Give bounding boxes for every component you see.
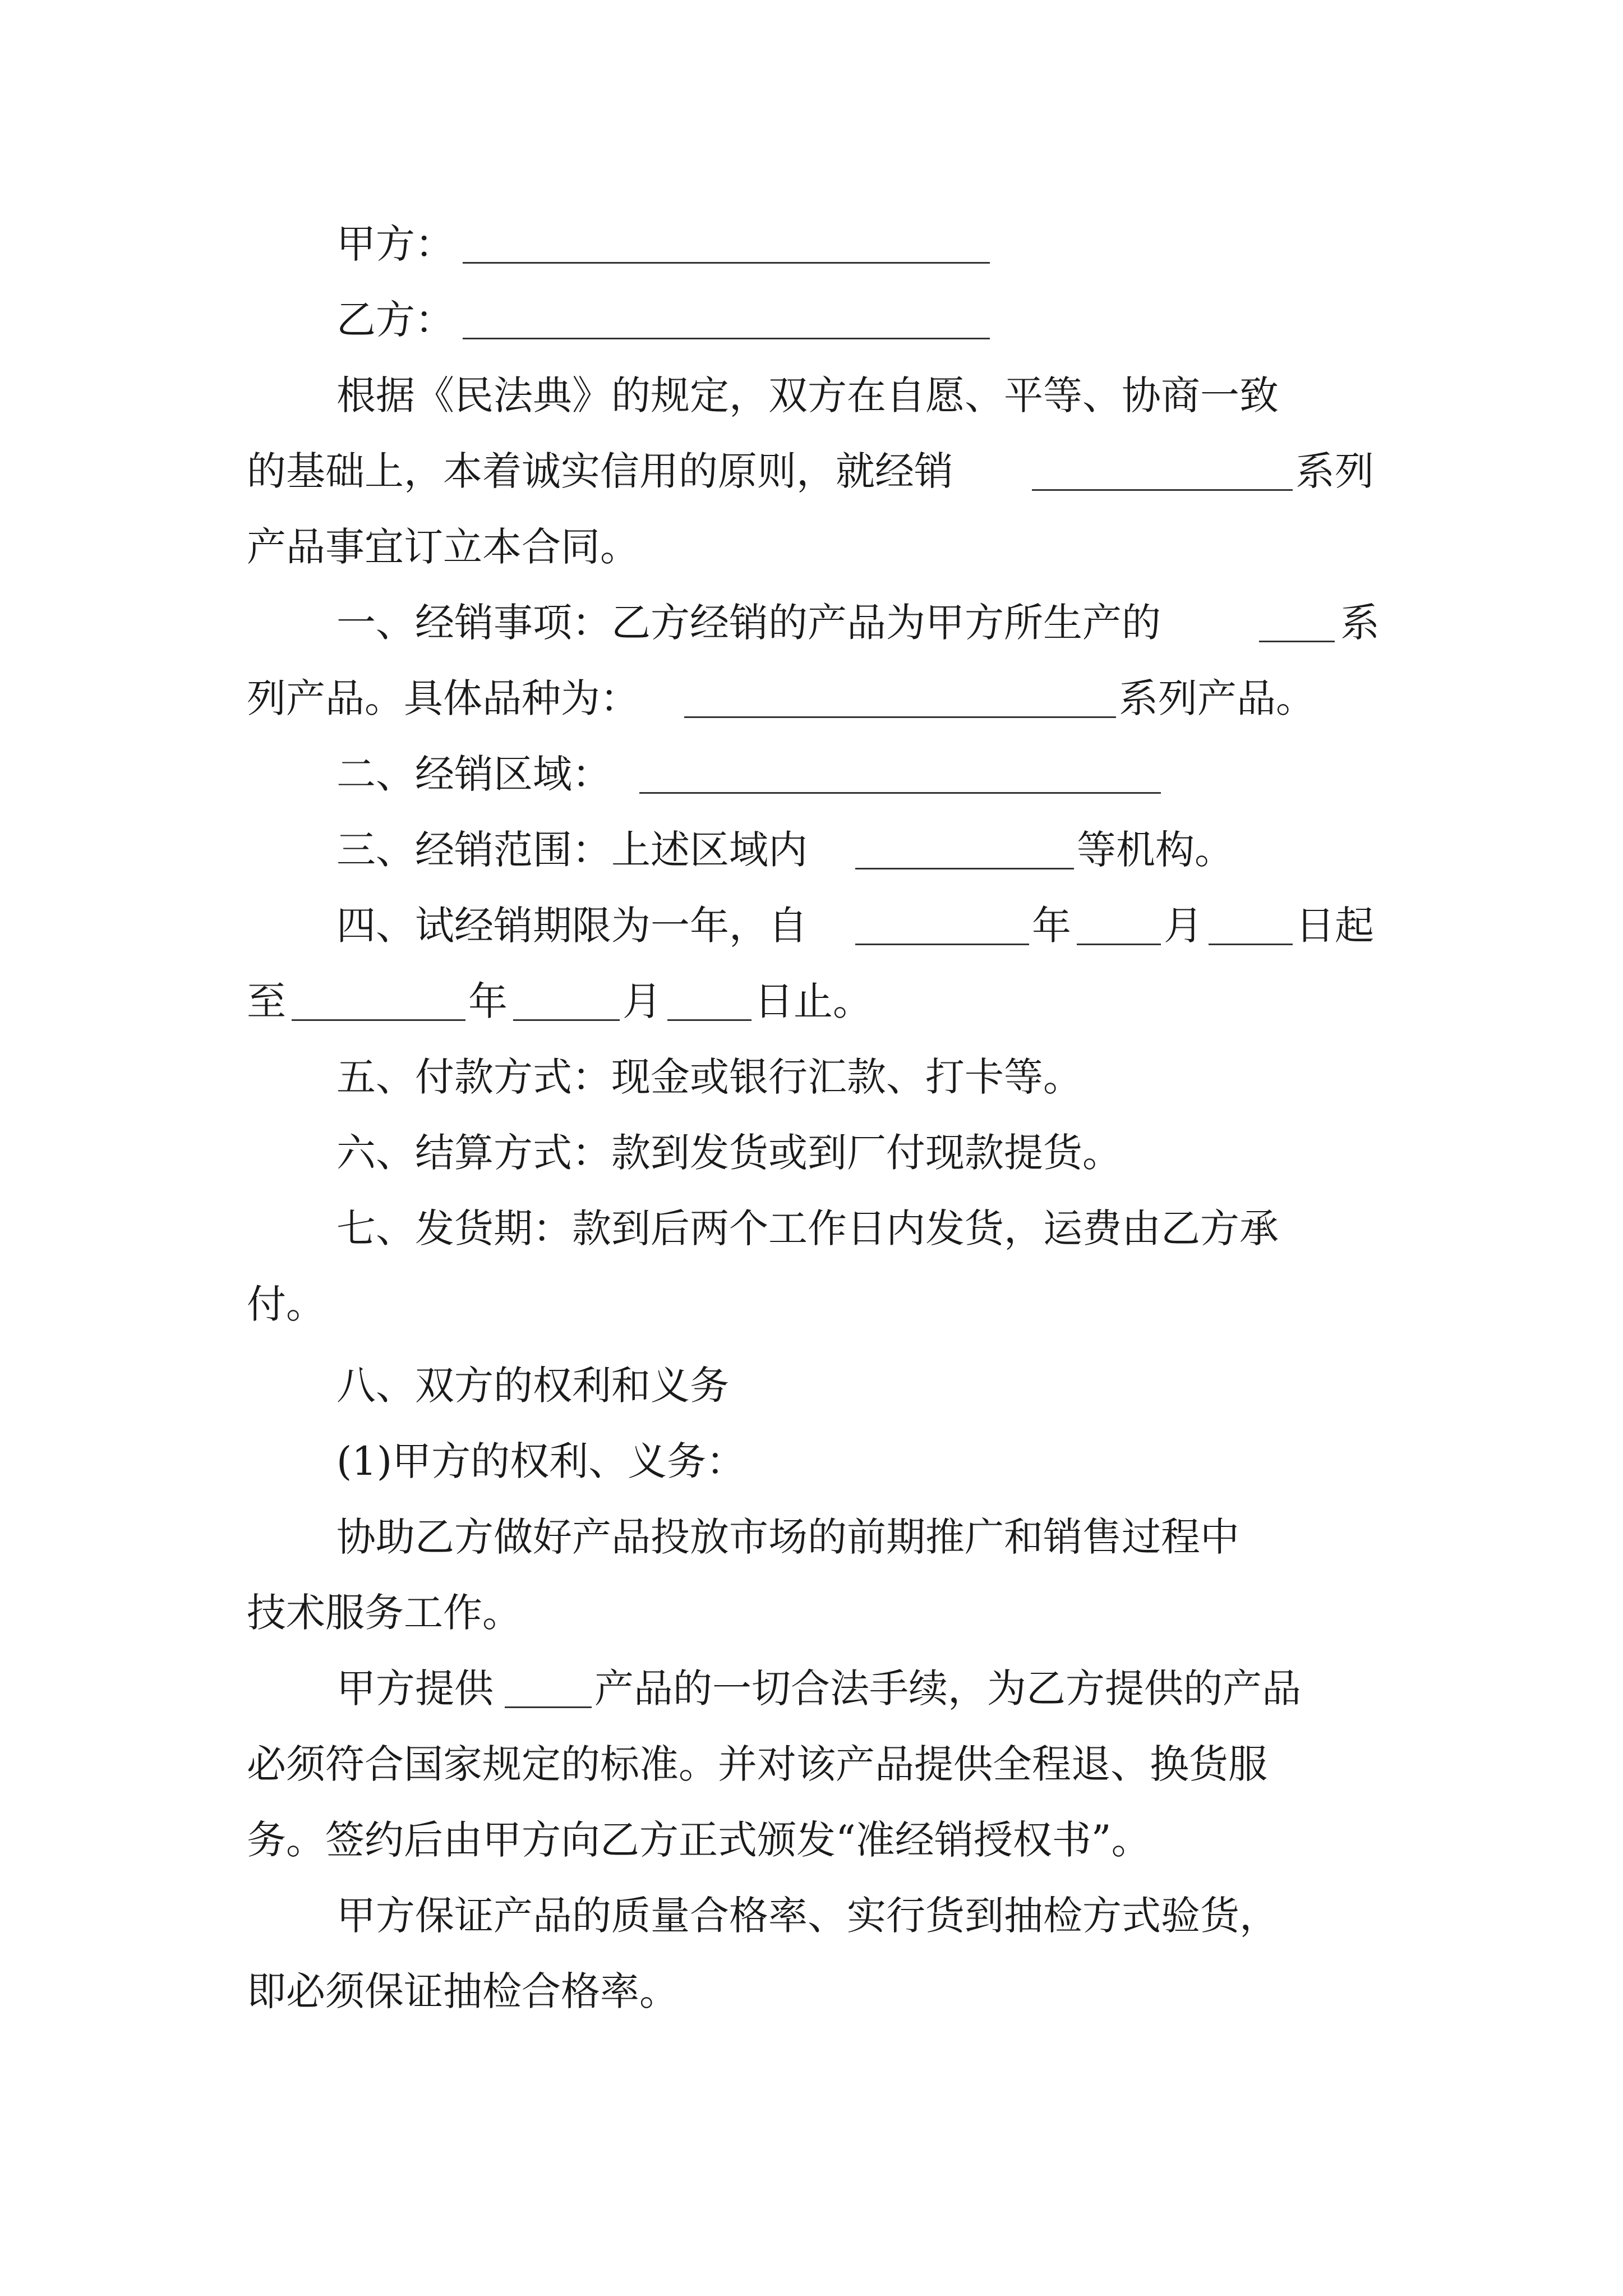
start-month-blank <box>1077 944 1161 945</box>
party-b-label: 乙方： <box>336 297 454 343</box>
clause-8-para2-text-1b: 产品的一切合法手续，为乙方提供的产品 <box>594 1665 1301 1711</box>
clause-3-text-a: 三、经销范围：上述区域内 <box>336 827 808 873</box>
product-series-blank <box>1259 641 1335 642</box>
clause-2-line <box>0 746 1623 802</box>
clause-8-para2-line-2 <box>0 1736 1623 1792</box>
start-year-blank <box>855 944 1029 945</box>
clause-4-month-1: 月 <box>1164 903 1203 949</box>
preamble-line-3 <box>0 519 1623 575</box>
clause-1-text-2b: 系列产品。 <box>1119 675 1315 721</box>
clause-7-text-2: 付。 <box>247 1281 325 1327</box>
clause-8-para1-text-2: 技术服务工作。 <box>247 1590 522 1636</box>
provided-product-blank <box>505 1706 592 1708</box>
end-day-blank <box>667 1019 751 1021</box>
clause-3-line <box>0 822 1623 878</box>
clause-4-day-2: 日止。 <box>754 978 872 1024</box>
clause-1-line-1 <box>0 595 1623 651</box>
clause-8-para2-text-3: 务。签约后由甲方向乙方正式颁发“准经销授权书”。 <box>247 1817 1151 1863</box>
clause-5-line <box>0 1049 1623 1105</box>
institution-blank <box>855 868 1074 869</box>
clause-8-para1-text-1: 协助乙方做好产品投放市场的前期推广和销售过程中 <box>336 1514 1239 1560</box>
clause-4-month-2: 月 <box>623 978 662 1024</box>
end-year-blank <box>292 1019 465 1021</box>
clause-8-sub1-line <box>0 1433 1623 1489</box>
start-day-blank <box>1209 944 1293 945</box>
preamble-text-2b: 系列 <box>1295 448 1374 494</box>
clause-4-day-1: 日起 <box>1295 903 1374 949</box>
clause-1-text-1b: 系 <box>1340 600 1380 646</box>
clause-6-text: 六、结算方式：款到发货或到厂付现款提货。 <box>336 1130 1122 1176</box>
clause-8-para3-text-2: 即必须保证抽检合格率。 <box>247 1968 679 2014</box>
clause-8-heading: 八、双方的权利和义务 <box>336 1363 729 1409</box>
party-b-blank <box>463 338 990 339</box>
clause-8-para2-line-3 <box>0 1812 1623 1868</box>
clause-8-heading-line <box>0 1358 1623 1414</box>
clause-1-text-1a: 一、经销事项：乙方经销的产品为甲方所生产的 <box>336 600 1161 646</box>
clause-7-line-2 <box>0 1276 1623 1332</box>
party-a-label: 甲方： <box>336 221 454 267</box>
clause-2-text: 二、经销区域： <box>336 751 611 797</box>
clause-7-line-1 <box>0 1200 1623 1257</box>
clause-8-sub1: (1)甲方的权利、义务： <box>336 1438 746 1484</box>
clause-1-text-2a: 列产品。具体品种为： <box>247 675 639 721</box>
clause-8-para2-text-2: 必须符合国家规定的标准。并对该产品提供全程退、换货服 <box>247 1741 1267 1787</box>
clause-3-text-b: 等机构。 <box>1077 827 1234 873</box>
preamble-text-3: 产品事宜订立本合同。 <box>247 524 639 570</box>
party-a-blank <box>463 262 990 264</box>
preamble-line-2 <box>0 443 1623 499</box>
clause-6-line <box>0 1125 1623 1181</box>
clause-4-text-1a: 四、试经销期限为一年，自 <box>336 903 808 949</box>
clause-4-year-2: 年 <box>468 978 508 1024</box>
clause-4-year-1: 年 <box>1032 903 1071 949</box>
clause-8-para2-text-1a: 甲方提供 <box>336 1665 494 1711</box>
clause-8-para3-line-1 <box>0 1888 1623 1944</box>
preamble-line-1 <box>0 367 1623 424</box>
clause-8-para1-line-1 <box>0 1509 1623 1565</box>
variety-blank <box>684 716 1116 718</box>
clause-1-line-2 <box>0 670 1623 726</box>
series-blank <box>1032 489 1293 491</box>
clause-7-text-1: 七、发货期：款到后两个工作日内发货，运费由乙方承 <box>336 1205 1279 1251</box>
region-blank <box>639 792 1161 794</box>
clause-5-text: 五、付款方式：现金或银行汇款、打卡等。 <box>336 1054 1082 1100</box>
clause-4-text-2a: 至 <box>247 978 286 1024</box>
party-a-line <box>0 216 1623 272</box>
clause-4-line-2 <box>0 973 1623 1029</box>
preamble-text-1: 根据《民法典》的规定，双方在自愿、平等、协商一致 <box>336 372 1279 418</box>
clause-4-line-1 <box>0 898 1623 954</box>
preamble-text-2a: 的基础上，本着诚实信用的原则，就经销 <box>247 448 953 494</box>
clause-8-para1-line-2 <box>0 1585 1623 1641</box>
end-month-blank <box>513 1019 620 1021</box>
clause-8-para2-line-1 <box>0 1660 1623 1717</box>
clause-8-para3-text-1: 甲方保证产品的质量合格率、实行货到抽检方式验货， <box>336 1893 1279 1939</box>
party-b-line <box>0 292 1623 348</box>
clause-8-para3-line-2 <box>0 1963 1623 2019</box>
